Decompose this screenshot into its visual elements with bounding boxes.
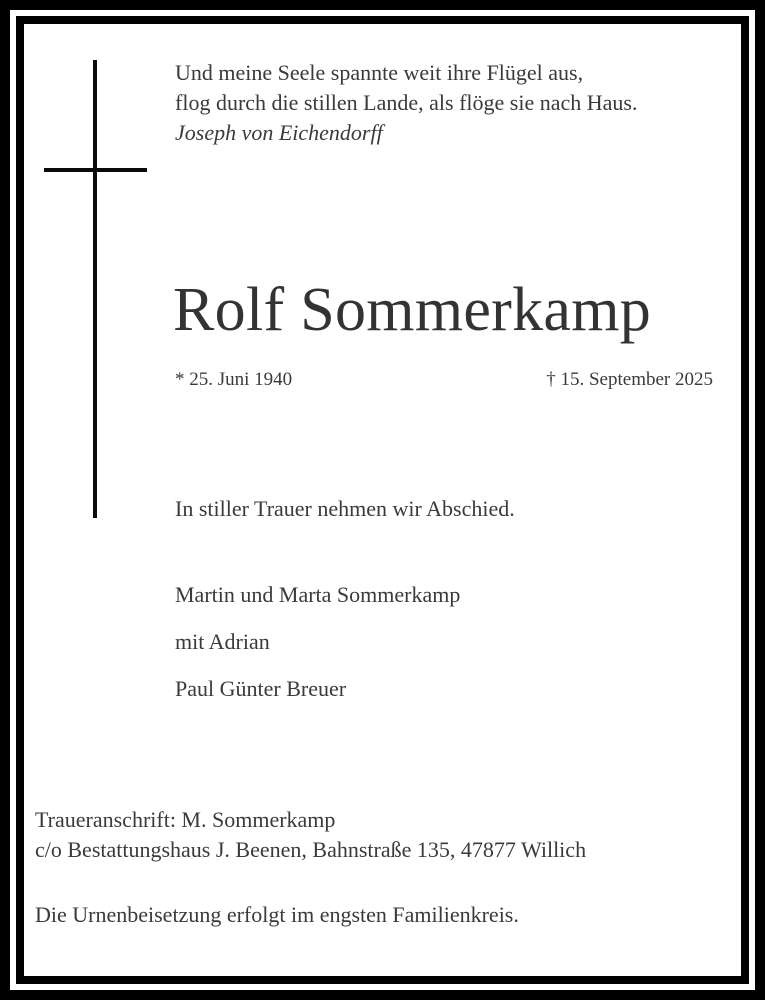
farewell-text: In stiller Trauer nehmen wir Abschied. — [175, 496, 515, 521]
death-date: † 15. September 2025 — [546, 369, 713, 390]
address-line: c/o Bestattungshaus J. Beenen, Bahnstraße 135, 47877 Willich — [35, 837, 587, 862]
burial-note: Die Urnenbeisetzung erfolgt im engsten Familienkreis. — [35, 902, 519, 927]
mourning-address — [35, 805, 586, 865]
verse-line: flog durch die stillen Lande, als flöge sie nach Haus. — [175, 90, 638, 115]
mourner-entry: Paul Günter Breuer — [175, 676, 347, 701]
cross-horizontal-bar — [44, 168, 147, 172]
mourner-entry: Martin und Marta Sommerkamp — [175, 582, 461, 607]
mourners-list — [175, 571, 460, 712]
memorial-verse — [175, 58, 637, 148]
address-line: Traueranschrift: M. Sommerkamp — [35, 807, 336, 832]
birth-date: * 25. Juni 1940 — [175, 369, 293, 390]
verse-line: Und meine Seele spannte weit ihre Flügel aus, — [175, 60, 584, 85]
verse-author: Joseph von Eichendorff — [175, 120, 383, 145]
cross-vertical-bar — [93, 60, 97, 518]
deceased-name: Rolf Sommerkamp — [173, 276, 652, 344]
obituary-notice — [24, 24, 741, 976]
mourner-entry: mit Adrian — [175, 629, 270, 654]
